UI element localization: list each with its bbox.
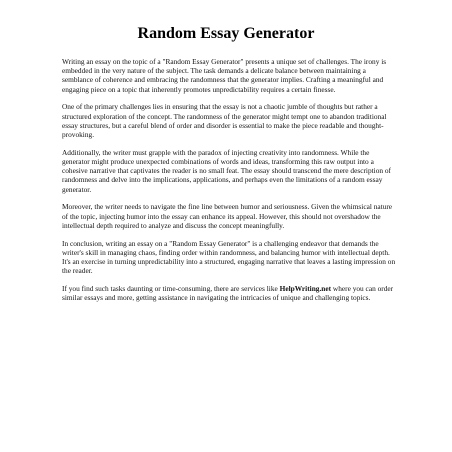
helpwriting-link[interactable]: HelpWriting.net bbox=[279, 284, 332, 294]
paragraph-structure: One of the primary challenges lies in ensuring that the essay is not a chaotic jumble of thoughts but rather a structured exploration of the concept. The randomness of the generator might tempt one to abandon traditional essay structures, but a careful blend of order and disorder is essential to make the piece readable and thought-provoking. bbox=[62, 102, 387, 140]
paragraph-creativity: Additionally, the writer must grapple with the paradox of injecting creativity into randomness. While the generator might produce unexpected combinations of words and ideas, transforming this raw output into a cohesive narrative that captivates the reader is no small feat. The essay should transcend the mere description of randomness and delve into the implications, applications, and perhaps even the limitations of a random essay generator. bbox=[62, 147, 391, 194]
document-title: Random Essay Generator bbox=[137, 25, 315, 42]
paragraph-humor: Moreover, the writer needs to navigate the fine line between humor and seriousness. Given the whimsical nature of the topic, injecting humor into the essay can enhance its appeal. However, this should not overshadow the intellectual depth required to analyze and discuss the concept meaningfully. bbox=[62, 202, 393, 230]
paragraph-service bbox=[62, 284, 398, 302]
paragraph-conclusion: In conclusion, writing an essay on a "Random Essay Generator" is a challenging endeavor that demands the writer's skill in managing chaos, finding order within randomness, and balancing humor with intellectual depth. It's an exercise in turning unpredictability into a structured, engaging narrative that leaves a lasting impression on the reader. bbox=[62, 238, 396, 276]
paragraph-intro: Writing an essay on the topic of a "Random Essay Generator" presents a unique set of challenges. The irony is embedded in the very nature of the subject. The task demands a delicate balance between maintaining a semblance of coherence and embracing the randomness that the generator implies. Crafting a meaningful and engaging piece on a topic that inherently promotes unpredictability requires a certain finesse. bbox=[62, 57, 387, 94]
service-text-before: If you find such tasks daunting or time-consuming, there are services like bbox=[62, 284, 280, 294]
document-body bbox=[62, 57, 398, 311]
service-text-after: where you can order similar essays and more, getting assistance in navigating the intricacies of unique and challenging topics. bbox=[62, 284, 394, 303]
